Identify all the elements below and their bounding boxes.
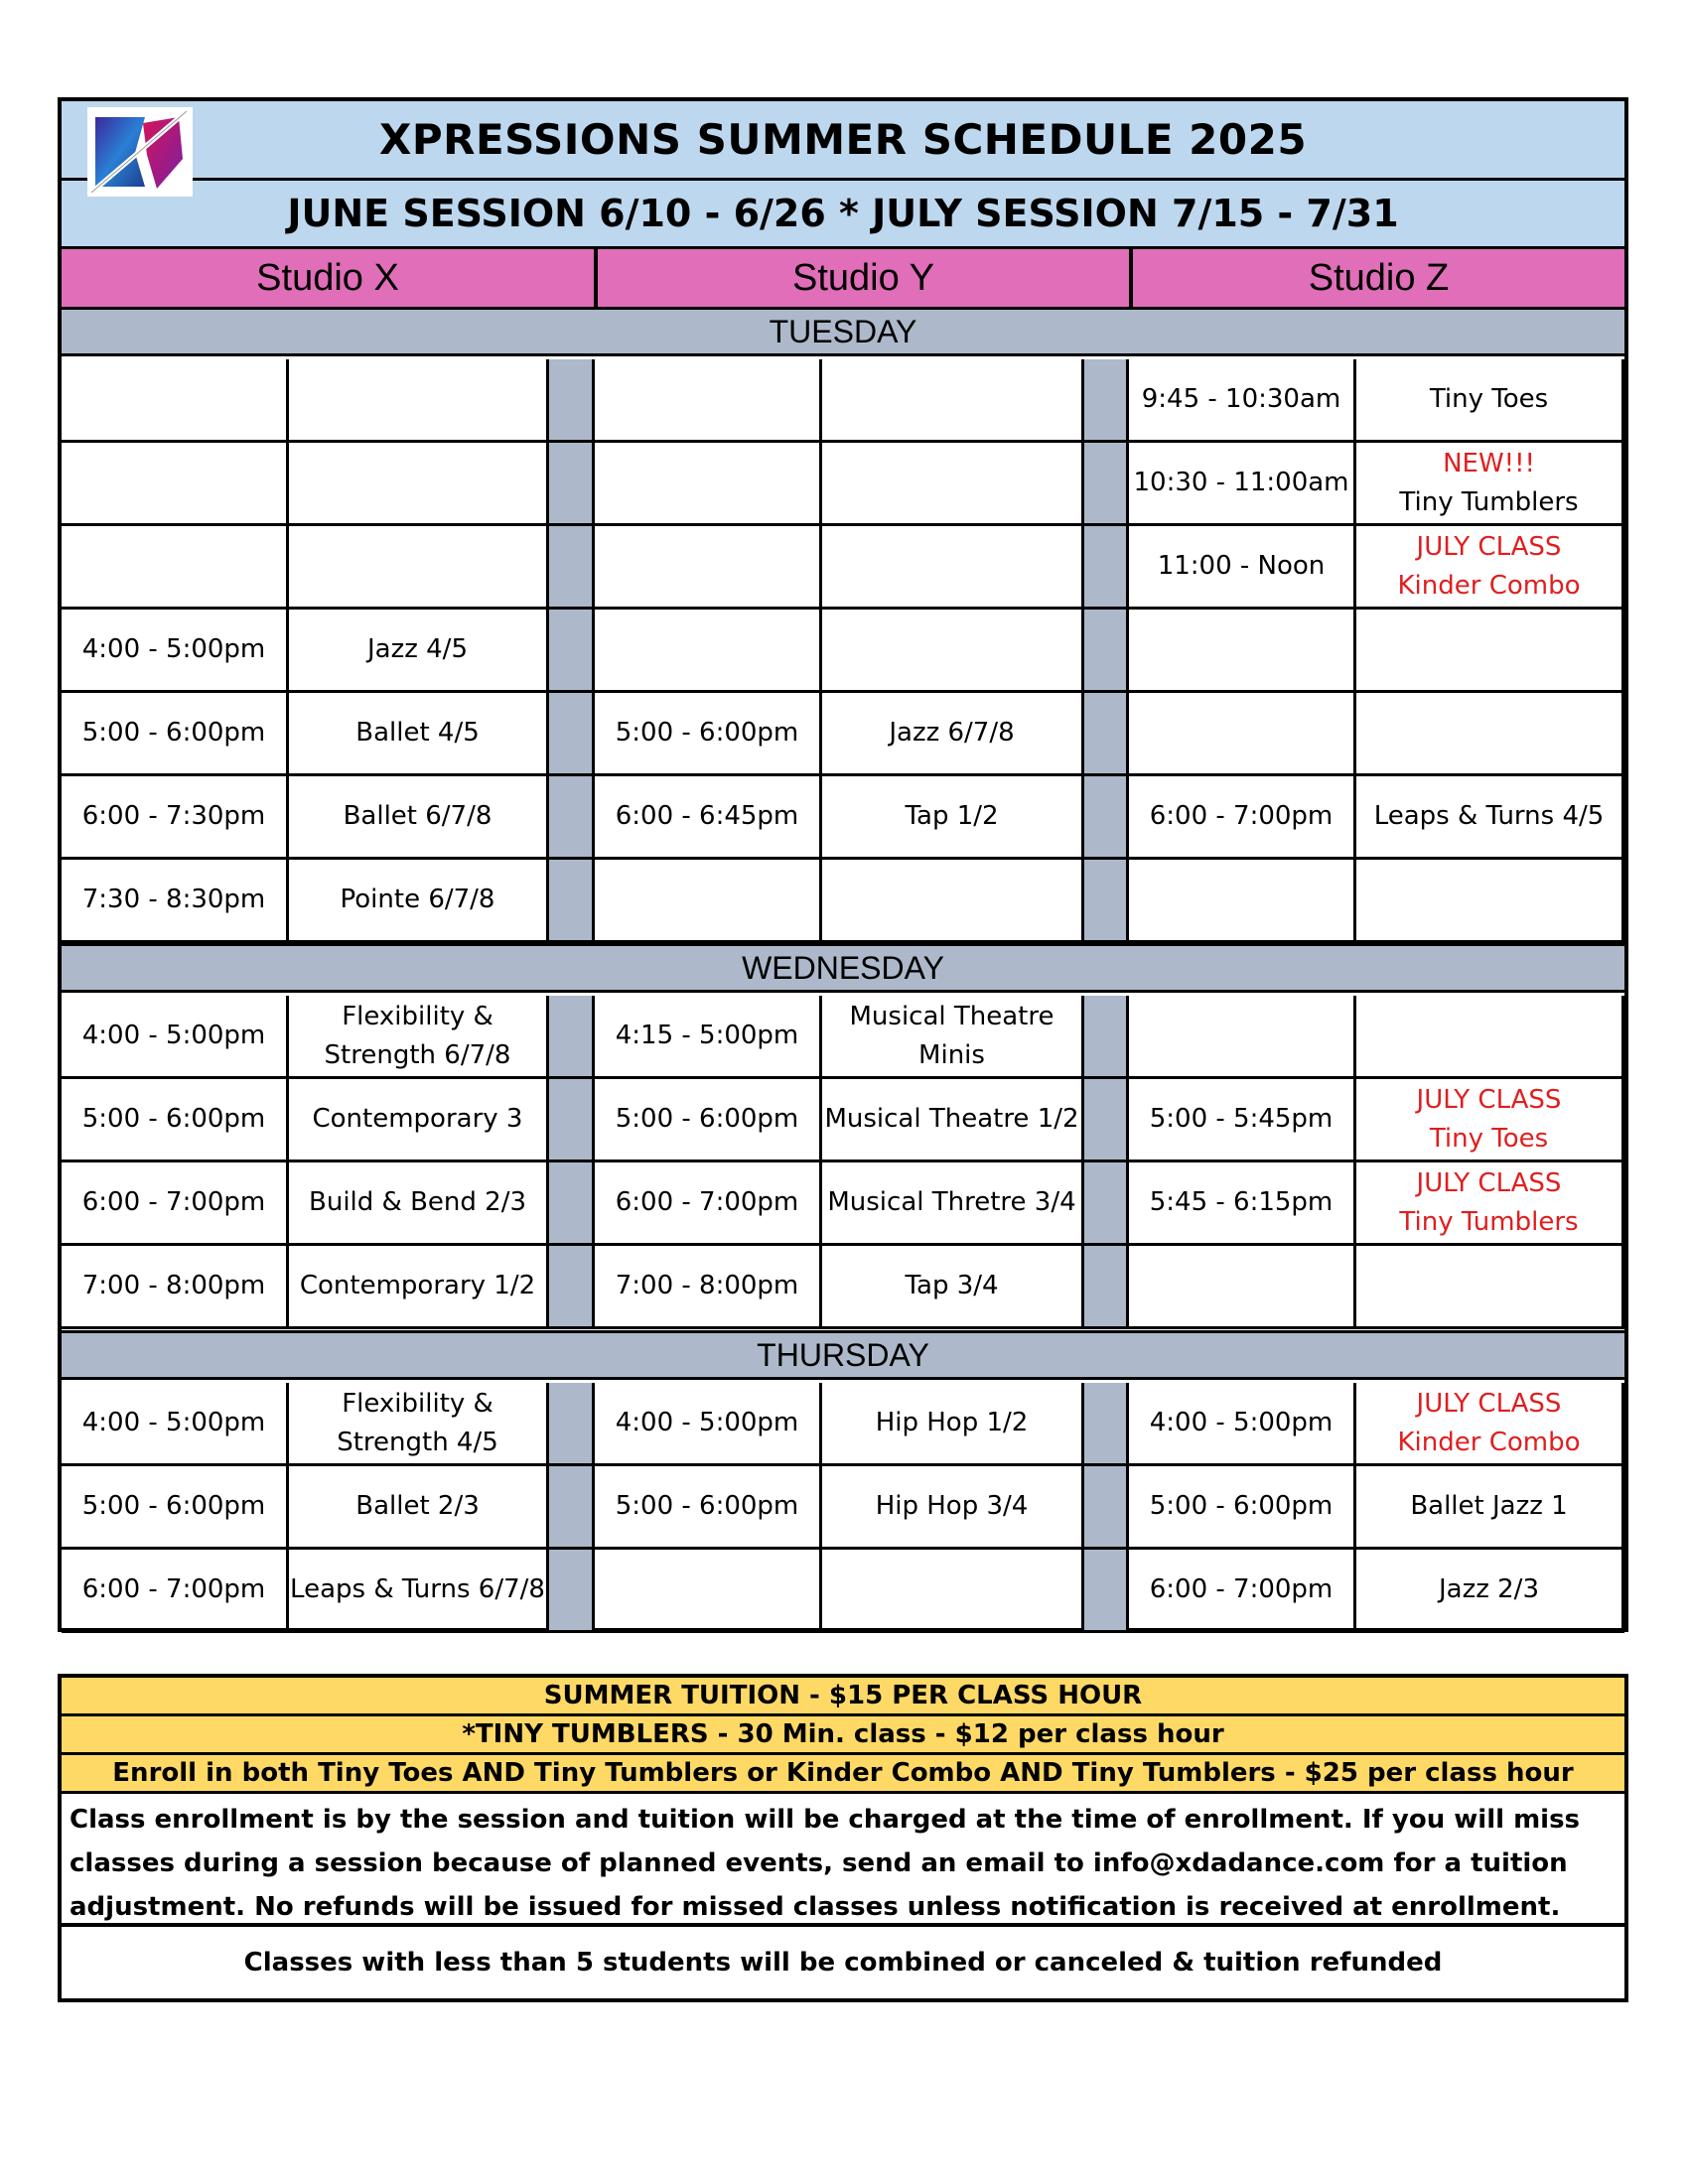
studio-x-class-cell bbox=[289, 996, 549, 1076]
column-divider bbox=[549, 996, 595, 1076]
table-row bbox=[62, 693, 1624, 776]
class-name: Contemporary 1/2 bbox=[299, 1271, 536, 1300]
column-divider bbox=[549, 1162, 595, 1243]
class-name: Leaps & Turns 6/7/8 bbox=[290, 1574, 545, 1604]
class-name: Flexibility & Strength 6/7/8 bbox=[324, 1001, 511, 1070]
class-name: Jazz 4/5 bbox=[366, 634, 468, 664]
studio-y-time-cell bbox=[595, 443, 822, 523]
studio-y-class-cell bbox=[822, 996, 1084, 1076]
class-time: 6:00 - 7:00pm bbox=[81, 1187, 266, 1217]
column-divider bbox=[1084, 1246, 1129, 1326]
studio-z-class-cell bbox=[1356, 526, 1624, 607]
studio-y-time-cell bbox=[595, 860, 822, 940]
studio-y-class-cell bbox=[822, 443, 1084, 523]
column-divider bbox=[549, 1383, 595, 1463]
studio-z-time-cell bbox=[1129, 1550, 1356, 1630]
class-name: Musical Theatre Minis bbox=[849, 1001, 1055, 1070]
studio-x-time-cell bbox=[62, 693, 289, 773]
studio-x-time-cell bbox=[62, 1550, 289, 1630]
studio-x-class-cell bbox=[289, 1383, 549, 1463]
class-time: 5:00 - 6:00pm bbox=[1149, 1491, 1334, 1521]
studio-y-time-cell bbox=[595, 1079, 822, 1160]
class-time: 6:00 - 7:00pm bbox=[1149, 801, 1334, 831]
class-time: 6:00 - 7:00pm bbox=[615, 1187, 799, 1217]
studio-x-time-cell bbox=[62, 443, 289, 523]
studio-y-time-cell bbox=[595, 693, 822, 773]
class-name: Hip Hop 1/2 bbox=[875, 1408, 1029, 1437]
class-note: JULY CLASS bbox=[1416, 1084, 1562, 1115]
class-time: 5:45 - 6:15pm bbox=[1149, 1187, 1334, 1217]
column-divider bbox=[549, 443, 595, 523]
studio-y-time-cell bbox=[595, 1383, 822, 1463]
studio-y-class-cell bbox=[822, 1246, 1084, 1326]
studio-header-row bbox=[62, 249, 1624, 311]
table-row bbox=[62, 610, 1624, 693]
studio-z-class-cell bbox=[1356, 1466, 1624, 1547]
class-time: 7:00 - 8:00pm bbox=[615, 1271, 799, 1300]
studio-y-time-cell bbox=[595, 1550, 822, 1630]
studio-z-header: Studio Z bbox=[1129, 249, 1624, 307]
studio-y-time-cell bbox=[595, 526, 822, 607]
studio-y-time-cell bbox=[595, 610, 822, 690]
table-row bbox=[62, 1383, 1624, 1466]
studio-x-time-cell bbox=[62, 1246, 289, 1326]
class-time: 4:00 - 5:00pm bbox=[81, 1021, 266, 1050]
title-band bbox=[62, 101, 1624, 181]
column-divider bbox=[549, 1079, 595, 1160]
studio-x-class-cell bbox=[289, 860, 549, 940]
studio-y-class-cell bbox=[822, 1079, 1084, 1160]
studio-z-time-cell bbox=[1129, 610, 1356, 690]
class-time: 5:00 - 5:45pm bbox=[1149, 1104, 1334, 1134]
class-name: Tiny Tumblers bbox=[1399, 1206, 1579, 1237]
column-divider bbox=[549, 526, 595, 607]
class-time: 5:00 - 6:00pm bbox=[615, 1104, 799, 1134]
studio-x-class-cell bbox=[289, 1550, 549, 1630]
session-dates-band bbox=[62, 181, 1624, 249]
studio-x-class-cell bbox=[289, 693, 549, 773]
class-name: Ballet 2/3 bbox=[355, 1491, 480, 1521]
schedule-table bbox=[58, 97, 1628, 1632]
studio-y-class-cell bbox=[822, 1383, 1084, 1463]
class-name: Ballet 4/5 bbox=[355, 718, 480, 748]
studio-x-time-cell bbox=[62, 1079, 289, 1160]
column-divider bbox=[1084, 526, 1129, 607]
column-divider bbox=[1084, 996, 1129, 1076]
studio-x-time-cell bbox=[62, 1383, 289, 1463]
studio-x-class-cell bbox=[289, 443, 549, 523]
studio-y-class-cell bbox=[822, 526, 1084, 607]
studio-z-class-cell bbox=[1356, 693, 1624, 773]
studio-x-class-cell bbox=[289, 526, 549, 607]
studio-y-time-cell bbox=[595, 776, 822, 857]
studio-y-header: Studio Y bbox=[594, 249, 1129, 307]
day-header-wednesday: WEDNESDAY bbox=[62, 943, 1624, 993]
class-time: 4:00 - 5:00pm bbox=[615, 1408, 799, 1437]
table-row bbox=[62, 776, 1624, 860]
column-divider bbox=[1084, 860, 1129, 940]
day-header-tuesday: TUESDAY bbox=[62, 307, 1624, 356]
studio-y-class-cell bbox=[822, 610, 1084, 690]
studio-z-time-cell bbox=[1129, 860, 1356, 940]
column-divider bbox=[549, 693, 595, 773]
table-row bbox=[62, 860, 1624, 943]
class-time: 9:45 - 10:30am bbox=[1141, 384, 1341, 414]
column-divider bbox=[1084, 693, 1129, 773]
studio-x-time-cell bbox=[62, 776, 289, 857]
column-divider bbox=[549, 1466, 595, 1547]
column-divider bbox=[549, 1246, 595, 1326]
studio-z-time-cell bbox=[1129, 996, 1356, 1076]
class-time: 5:00 - 6:00pm bbox=[615, 718, 799, 748]
table-row bbox=[62, 1079, 1624, 1162]
studio-z-class-cell bbox=[1356, 776, 1624, 857]
column-divider bbox=[1084, 1383, 1129, 1463]
enrollment-policy: Class enrollment is by the session and tuition will be charged at the time of enrollment. If you will miss classes during a session because of planned events, send an email to info@xdadance.com for a tuition adjustment. No refunds will be issued for missed classes unless notification is received at enrollment. bbox=[62, 1794, 1624, 1927]
combo-rate: Enroll in both Tiny Toes AND Tiny Tumblers or Kinder Combo AND Tiny Tumblers - $25 per class hour bbox=[62, 1755, 1624, 1794]
studio-z-time-cell bbox=[1129, 693, 1356, 773]
class-time: 7:00 - 8:00pm bbox=[81, 1271, 266, 1300]
table-row bbox=[62, 1162, 1624, 1246]
class-note: JULY CLASS bbox=[1416, 531, 1562, 562]
class-name: Contemporary 3 bbox=[312, 1104, 523, 1134]
studio-z-time-cell bbox=[1129, 1162, 1356, 1243]
studio-z-time-cell bbox=[1129, 1383, 1356, 1463]
studio-y-time-cell bbox=[595, 1162, 822, 1243]
class-name: Tap 1/2 bbox=[905, 801, 999, 831]
class-name: Tiny Toes bbox=[1429, 384, 1549, 414]
studio-y-time-cell bbox=[595, 359, 822, 440]
table-row bbox=[62, 1466, 1624, 1550]
class-time: 6:00 - 7:30pm bbox=[81, 801, 266, 831]
xpressions-logo-icon bbox=[87, 107, 193, 197]
class-time: 7:30 - 8:30pm bbox=[81, 885, 266, 914]
class-time: 5:00 - 6:00pm bbox=[81, 1491, 266, 1521]
studio-z-time-cell bbox=[1129, 443, 1356, 523]
studio-z-time-cell bbox=[1129, 526, 1356, 607]
studio-z-time-cell bbox=[1129, 1079, 1356, 1160]
studio-z-class-cell bbox=[1356, 1246, 1624, 1326]
class-name: Kinder Combo bbox=[1397, 570, 1581, 601]
table-row bbox=[62, 1550, 1624, 1633]
studio-x-time-cell bbox=[62, 1162, 289, 1243]
class-name: Leaps & Turns 4/5 bbox=[1373, 801, 1605, 831]
studio-x-time-cell bbox=[62, 1466, 289, 1547]
studio-z-class-cell bbox=[1356, 996, 1624, 1076]
table-row bbox=[62, 526, 1624, 610]
studio-z-time-cell bbox=[1129, 359, 1356, 440]
class-name: Build & Bend 2/3 bbox=[309, 1187, 526, 1217]
studio-y-time-cell bbox=[595, 1246, 822, 1326]
studio-y-time-cell bbox=[595, 996, 822, 1076]
studio-z-class-cell bbox=[1356, 359, 1624, 440]
studio-x-time-cell bbox=[62, 860, 289, 940]
class-time: 6:00 - 7:00pm bbox=[1149, 1574, 1334, 1604]
table-row bbox=[62, 359, 1624, 443]
class-time: 5:00 - 6:00pm bbox=[81, 718, 266, 748]
studio-x-time-cell bbox=[62, 359, 289, 440]
class-name: Tiny Toes bbox=[1429, 1123, 1549, 1154]
class-name: Jazz 6/7/8 bbox=[889, 718, 1015, 748]
column-divider bbox=[549, 359, 595, 440]
column-divider bbox=[549, 1550, 595, 1630]
studio-z-time-cell bbox=[1129, 776, 1356, 857]
studio-z-class-cell bbox=[1356, 1550, 1624, 1630]
studio-x-time-cell bbox=[62, 996, 289, 1076]
class-time: 4:00 - 5:00pm bbox=[81, 634, 266, 664]
studio-x-class-cell bbox=[289, 1079, 549, 1160]
column-divider bbox=[549, 860, 595, 940]
class-name: Hip Hop 3/4 bbox=[875, 1491, 1029, 1521]
studio-z-class-cell bbox=[1356, 860, 1624, 940]
class-time: 6:00 - 7:00pm bbox=[81, 1574, 266, 1604]
tuition-rate: SUMMER TUITION - $15 PER CLASS HOUR bbox=[62, 1678, 1624, 1716]
studio-y-class-cell bbox=[822, 776, 1084, 857]
column-divider bbox=[1084, 610, 1129, 690]
class-name: Ballet Jazz 1 bbox=[1410, 1491, 1568, 1521]
class-time: 6:00 - 6:45pm bbox=[615, 801, 799, 831]
studio-z-class-cell bbox=[1356, 1383, 1624, 1463]
studio-x-time-cell bbox=[62, 526, 289, 607]
studio-y-class-cell bbox=[822, 693, 1084, 773]
studio-z-class-cell bbox=[1356, 443, 1624, 523]
class-time: 5:00 - 6:00pm bbox=[615, 1491, 799, 1521]
column-divider bbox=[1084, 1550, 1129, 1630]
class-name: Musical Theatre 1/2 bbox=[824, 1104, 1079, 1134]
table-row bbox=[62, 443, 1624, 526]
studio-y-class-cell bbox=[822, 1550, 1084, 1630]
column-divider bbox=[549, 610, 595, 690]
column-divider bbox=[549, 776, 595, 857]
class-time: 4:15 - 5:00pm bbox=[615, 1021, 799, 1050]
day-header-thursday: THURSDAY bbox=[62, 1330, 1624, 1380]
minimum-enrollment-note: Classes with less than 5 students will be combined or canceled & tuition refunded bbox=[243, 1948, 1443, 1978]
column-divider bbox=[1084, 1466, 1129, 1547]
class-time: 11:00 - Noon bbox=[1157, 551, 1326, 581]
class-name: Tap 3/4 bbox=[905, 1271, 999, 1300]
class-note: JULY CLASS bbox=[1416, 1167, 1562, 1198]
class-name: Flexibility & Strength 4/5 bbox=[337, 1388, 498, 1457]
studio-x-class-cell bbox=[289, 1246, 549, 1326]
tuition-info-box bbox=[58, 1674, 1628, 2002]
studio-z-time-cell bbox=[1129, 1466, 1356, 1547]
studio-z-class-cell bbox=[1356, 1162, 1624, 1243]
studio-y-class-cell bbox=[822, 1466, 1084, 1547]
studio-x-class-cell bbox=[289, 776, 549, 857]
class-name: Ballet 6/7/8 bbox=[343, 801, 492, 831]
class-note: NEW!!! bbox=[1443, 448, 1535, 478]
studio-x-class-cell bbox=[289, 1162, 549, 1243]
studio-y-class-cell bbox=[822, 1162, 1084, 1243]
column-divider bbox=[1084, 1162, 1129, 1243]
class-name: Pointe 6/7/8 bbox=[340, 885, 495, 914]
studio-z-class-cell bbox=[1356, 610, 1624, 690]
class-name: Jazz 2/3 bbox=[1438, 1574, 1539, 1604]
page-title: XPRESSIONS SUMMER SCHEDULE 2025 bbox=[378, 115, 1308, 164]
table-row bbox=[62, 1246, 1624, 1329]
studio-x-class-cell bbox=[289, 610, 549, 690]
studio-z-time-cell bbox=[1129, 1246, 1356, 1326]
class-name: Tiny Tumblers bbox=[1399, 486, 1579, 517]
session-dates: JUNE SESSION 6/10 - 6/26 * JULY SESSION 7/15 - 7/31 bbox=[287, 192, 1399, 235]
class-time: 4:00 - 5:00pm bbox=[81, 1408, 266, 1437]
studio-y-class-cell bbox=[822, 860, 1084, 940]
column-divider bbox=[1084, 359, 1129, 440]
studio-x-time-cell bbox=[62, 610, 289, 690]
studio-y-time-cell bbox=[595, 1466, 822, 1547]
studio-y-class-cell bbox=[822, 359, 1084, 440]
studio-x-header: Studio X bbox=[62, 249, 594, 307]
column-divider bbox=[1084, 443, 1129, 523]
studio-x-class-cell bbox=[289, 1466, 549, 1547]
tiny-tumblers-rate: *TINY TUMBLERS - 30 Min. class - $12 per class hour bbox=[62, 1716, 1624, 1755]
class-time: 5:00 - 6:00pm bbox=[81, 1104, 266, 1134]
class-note: JULY CLASS bbox=[1416, 1388, 1562, 1419]
studio-x-class-cell bbox=[289, 359, 549, 440]
column-divider bbox=[1084, 1079, 1129, 1160]
studio-z-class-cell bbox=[1356, 1079, 1624, 1160]
class-name: Musical Thretre 3/4 bbox=[827, 1187, 1076, 1217]
table-row bbox=[62, 996, 1624, 1079]
class-time: 4:00 - 5:00pm bbox=[1149, 1408, 1334, 1437]
column-divider bbox=[1084, 776, 1129, 857]
class-time: 10:30 - 11:00am bbox=[1133, 468, 1349, 497]
class-name: Kinder Combo bbox=[1397, 1427, 1581, 1457]
